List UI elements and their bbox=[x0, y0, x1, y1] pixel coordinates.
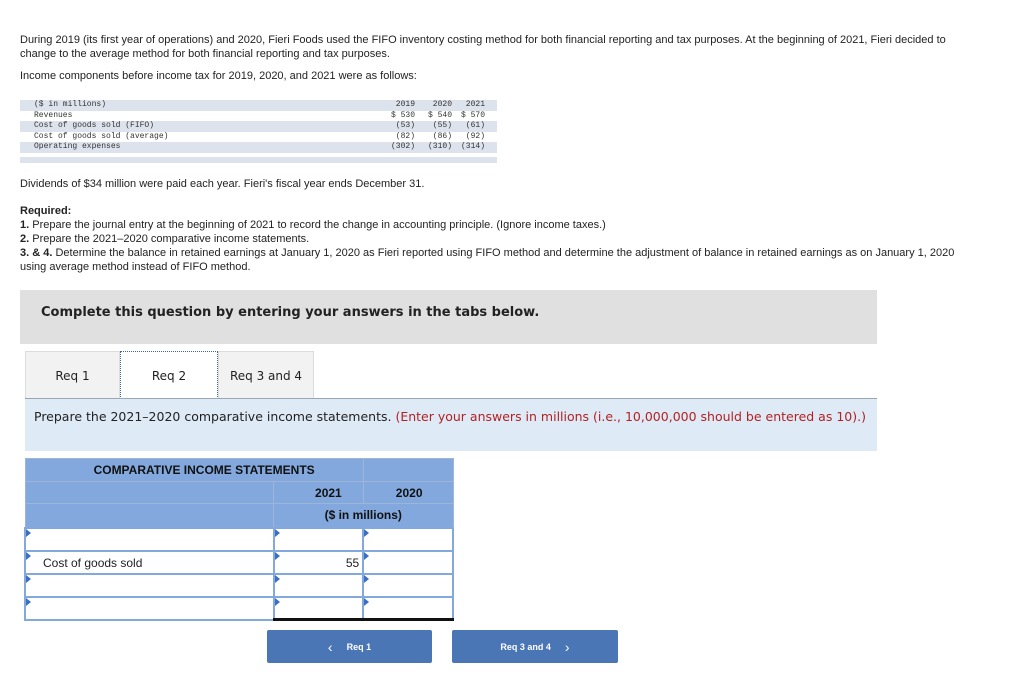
chevron-right-icon: › bbox=[564, 638, 570, 655]
instruction-text: Complete this question by entering your answers in the tabs below. bbox=[41, 305, 540, 320]
table-row bbox=[25, 574, 453, 597]
dropdown-marker-icon bbox=[26, 598, 31, 606]
units-row bbox=[25, 504, 453, 528]
units-label: ($ in millions) bbox=[274, 504, 454, 528]
instruction-banner bbox=[20, 290, 877, 344]
row-value: $ 540 bbox=[427, 110, 452, 120]
tab-req-3-and-4[interactable]: Req 3 and 4 bbox=[218, 351, 314, 399]
item-text: Prepare the 2021–2020 comparative income statements. bbox=[29, 233, 310, 245]
next-button-label: Req 3 and 4 bbox=[500, 641, 551, 652]
table-row bbox=[25, 528, 453, 551]
prev-req-1-button[interactable] bbox=[267, 630, 432, 663]
prompt-note: (Enter your answers in millions (i.e., 10,000,000 should be entered as 10).) bbox=[395, 409, 866, 424]
row-value: (314) bbox=[460, 142, 485, 152]
statement-title-row bbox=[25, 459, 453, 482]
dropdown-marker-icon bbox=[26, 575, 31, 583]
input-marker-icon bbox=[364, 552, 369, 560]
item-text: Prepare the journal entry at the beginning of 2021 to record the change in accounting principle. (Ignore income taxes.) bbox=[29, 219, 606, 231]
item-number: 3. & 4. bbox=[20, 247, 53, 259]
row-value: (82) bbox=[395, 131, 415, 141]
input-marker-icon bbox=[275, 529, 280, 537]
tab-req-2[interactable]: Req 2 bbox=[120, 351, 218, 399]
amount-2021-input[interactable] bbox=[274, 597, 364, 620]
amount-value: 55 bbox=[345, 555, 360, 570]
input-marker-icon bbox=[275, 598, 280, 606]
input-marker-icon bbox=[364, 575, 369, 583]
table-row bbox=[20, 111, 497, 122]
account-input[interactable] bbox=[25, 574, 274, 597]
item-number: 1. bbox=[20, 219, 30, 231]
row-label: Cost of goods sold (FIFO) bbox=[34, 121, 155, 131]
prompt-box bbox=[25, 399, 877, 451]
table-footer-bar bbox=[20, 157, 497, 163]
col-2021: 2021 bbox=[465, 100, 485, 110]
chevron-left-icon: ‹ bbox=[327, 638, 333, 655]
row-value: (92) bbox=[465, 131, 485, 141]
required-section bbox=[20, 204, 980, 274]
account-label: Cost of goods sold bbox=[43, 555, 143, 570]
row-value: (302) bbox=[390, 142, 415, 152]
table-row bbox=[20, 121, 497, 132]
income-components-table bbox=[20, 100, 497, 163]
table-header-row bbox=[20, 100, 497, 111]
row-value: (53) bbox=[395, 121, 415, 131]
row-label: Operating expenses bbox=[34, 142, 121, 152]
input-marker-icon bbox=[275, 575, 280, 583]
row-value: (55) bbox=[432, 121, 452, 131]
required-item-2 bbox=[20, 232, 980, 246]
input-marker-icon bbox=[364, 598, 369, 606]
required-heading: Required: bbox=[20, 205, 72, 217]
header-blank bbox=[25, 504, 274, 528]
row-value: (86) bbox=[432, 131, 452, 141]
tab-req-1[interactable]: Req 1 bbox=[25, 351, 120, 399]
statement-title: COMPARATIVE INCOME STATEMENTS bbox=[25, 459, 363, 482]
requirement-tabs bbox=[25, 351, 314, 399]
prev-button-label: Req 1 bbox=[346, 641, 372, 652]
table-row bbox=[20, 132, 497, 143]
account-input[interactable] bbox=[25, 528, 274, 551]
amount-2021-input[interactable] bbox=[274, 551, 364, 574]
row-value: (61) bbox=[465, 121, 485, 131]
dropdown-marker-icon bbox=[26, 529, 31, 537]
table-row bbox=[25, 597, 453, 620]
amount-2021-input[interactable] bbox=[274, 574, 364, 597]
item-number: 2. bbox=[20, 233, 30, 245]
comparative-income-statement bbox=[24, 458, 454, 621]
input-marker-icon bbox=[364, 529, 369, 537]
table-row bbox=[20, 142, 497, 153]
year-header-row bbox=[25, 482, 453, 504]
row-value: (310) bbox=[427, 142, 452, 152]
row-label: Revenues bbox=[34, 110, 73, 120]
amount-2020-input[interactable] bbox=[363, 574, 453, 597]
year-2020-header: 2020 bbox=[363, 482, 453, 504]
required-item-3-4 bbox=[20, 246, 980, 274]
amount-2020-input[interactable] bbox=[363, 551, 453, 574]
table-row bbox=[25, 551, 453, 574]
input-marker-icon bbox=[275, 552, 280, 560]
required-item-1 bbox=[20, 218, 980, 232]
amount-2020-input[interactable] bbox=[363, 528, 453, 551]
row-value: $ 530 bbox=[390, 110, 415, 120]
account-input[interactable] bbox=[25, 551, 274, 574]
dropdown-marker-icon bbox=[26, 552, 31, 560]
prompt-text: Prepare the 2021–2020 comparative income statements. bbox=[34, 409, 396, 424]
item-text: Determine the balance in retained earnings at January 1, 2020 as Fieri reported using FIFO method and determine the adjustment of balance in retained earnings as on January 1, 2020 using average method instead of FIFO method. bbox=[20, 247, 955, 273]
row-value: $ 570 bbox=[460, 110, 485, 120]
col-2020: 2020 bbox=[432, 100, 452, 110]
year-2021-header: 2021 bbox=[274, 482, 364, 504]
income-intro: Income components before income tax for 2019, 2020, and 2021 were as follows: bbox=[20, 70, 417, 82]
row-label: Cost of goods sold (average) bbox=[34, 131, 169, 141]
title-filler bbox=[363, 459, 453, 482]
col-2019: 2019 bbox=[395, 100, 415, 110]
header-blank bbox=[25, 482, 274, 504]
amount-2021-input[interactable] bbox=[274, 528, 364, 551]
units-label: ($ in millions) bbox=[34, 100, 107, 110]
problem-intro: During 2019 (its first year of operations) and 2020, Fieri Foods used the FIFO inventory costing method for both financial reporting and tax purposes. At the beginning of 2021, Fieri decided to change to the average method for both financial reporting and tax purposes. bbox=[20, 34, 946, 60]
next-req-3-and-4-button[interactable] bbox=[452, 630, 618, 663]
dividends-note: Dividends of $34 million were paid each year. Fieri's fiscal year ends December 31. bbox=[20, 178, 425, 190]
account-input[interactable] bbox=[25, 597, 274, 620]
amount-2020-input[interactable] bbox=[363, 597, 453, 620]
